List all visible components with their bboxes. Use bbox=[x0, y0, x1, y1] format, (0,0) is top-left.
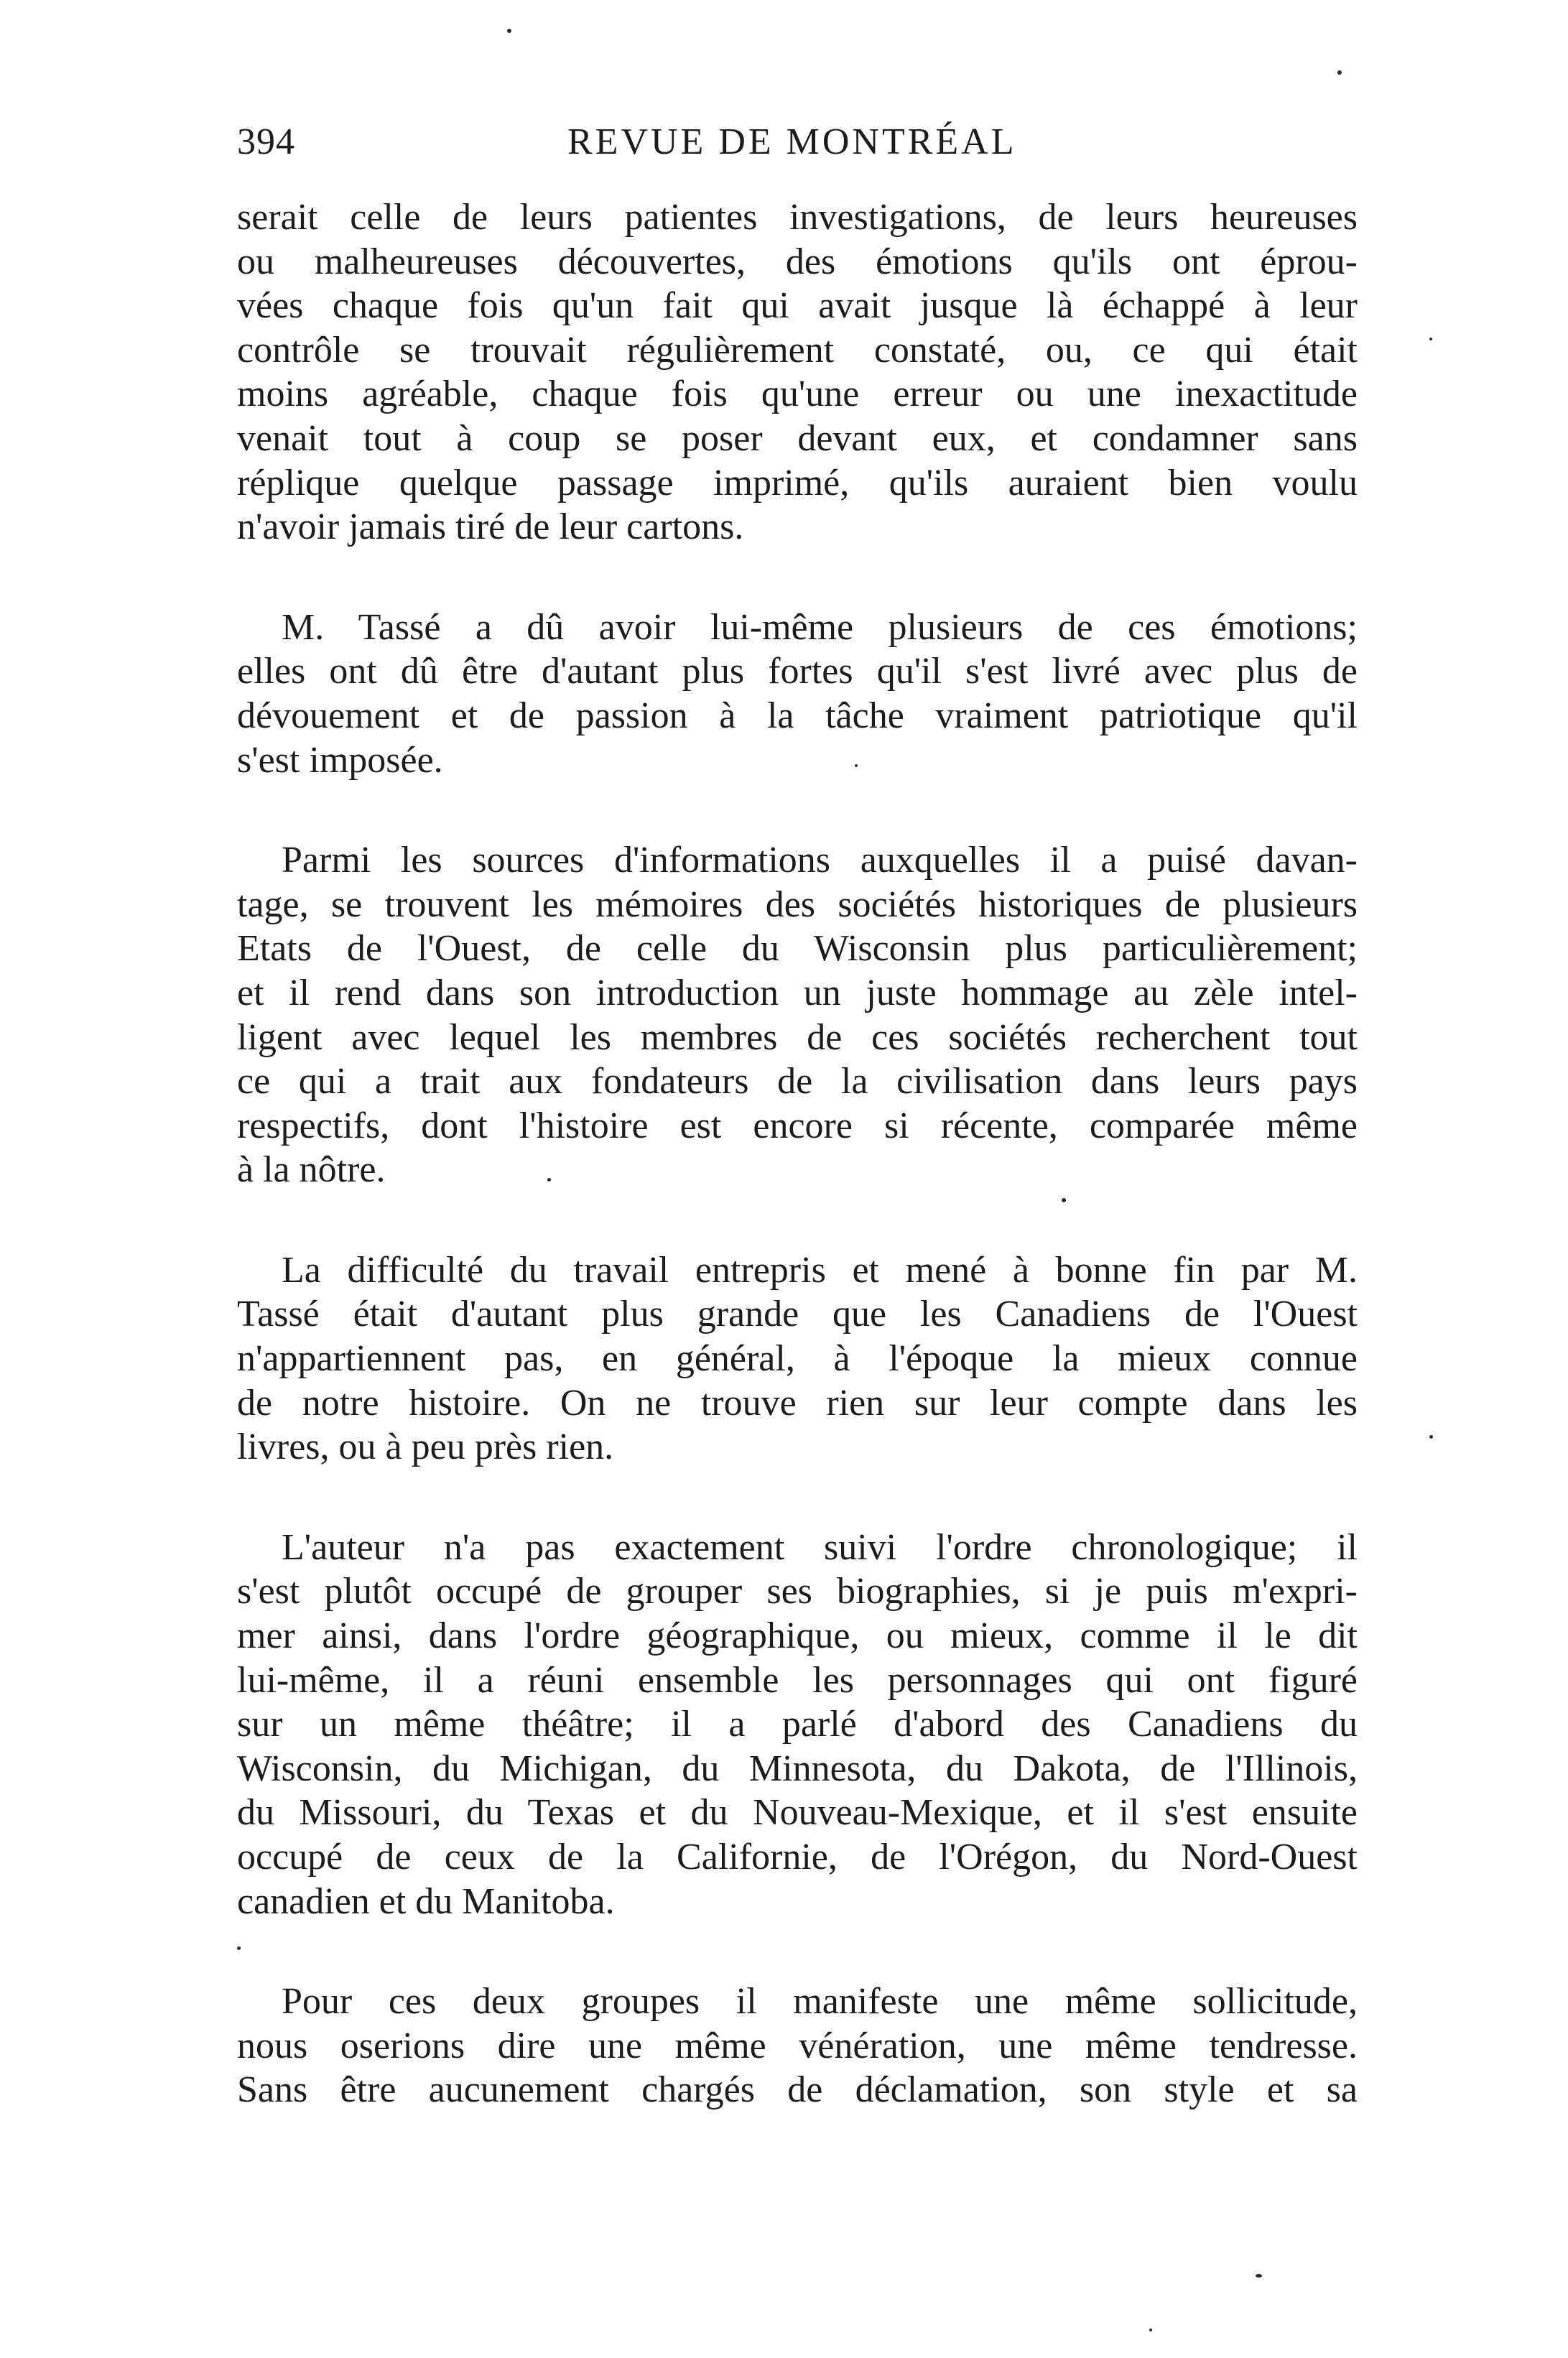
text-line: lui-même, il a réuni ensemble les personnages qui ont figuré bbox=[237, 1659, 1358, 1701]
text-line: tage, se trouvent les mémoires des sociétés historiques de plusieurs bbox=[237, 883, 1358, 925]
text-line: ce qui a trait aux fondateurs de la civilisation dans leurs pays bbox=[237, 1061, 1358, 1103]
text-line: dévouement et de passion à la tâche vraiment patriotique qu'il bbox=[237, 695, 1358, 736]
text-line: contrôle se trouvait régulièrement constaté, ou, ce qui était bbox=[237, 329, 1358, 371]
paragraph bbox=[237, 1248, 1358, 1470]
scan-speck bbox=[1429, 1435, 1433, 1439]
paragraph-gap bbox=[237, 782, 1358, 838]
paragraph bbox=[237, 195, 1358, 549]
paragraph bbox=[237, 605, 1358, 782]
paragraph-gap bbox=[237, 1470, 1358, 1526]
scan-speck bbox=[237, 1946, 241, 1950]
text-line: réplique quelque passage imprimé, qu'ils auraient bien voulu bbox=[237, 462, 1358, 503]
text-line: nous oserions dire une même vénération, une même tendresse. bbox=[237, 2025, 1358, 2066]
text-line: ou malheureuses découvertes, des émotions qu'ils ont éprou- bbox=[237, 241, 1358, 282]
text-line: canadien et du Manitoba. bbox=[237, 1880, 615, 1922]
scan-speck bbox=[547, 1178, 551, 1182]
scan-speck bbox=[1062, 1198, 1066, 1202]
text-line: du Missouri, du Texas et du Nouveau-Mexique, et il s'est ensuite bbox=[237, 1792, 1358, 1834]
text-line: occupé de ceux de la Californie, de l'Orégon, du Nord-Ouest bbox=[237, 1837, 1358, 1877]
text-line: ligent avec lequel les membres de ces sociétés recherchent tout bbox=[237, 1016, 1358, 1058]
text-line: sur un même théâtre; il a parlé d'abord des Canadiens du bbox=[237, 1704, 1358, 1745]
text-line: elles ont dû être d'autant plus fortes qu'il s'est livré avec plus de bbox=[237, 651, 1358, 692]
text-line: Etats de l'Ouest, de celle du Wisconsin plus particulièrement; bbox=[237, 928, 1358, 970]
text-line: s'est imposée. bbox=[237, 739, 443, 781]
text-line: respectifs, dont l'histoire est encore si récente, comparée même bbox=[237, 1105, 1358, 1146]
text-line: La difficulté du travail entrepris et mené à bonne fin par M. bbox=[282, 1249, 1358, 1291]
paragraph bbox=[237, 838, 1358, 1192]
text-line: serait celle de leurs patientes investigations, de leurs heureuses bbox=[237, 197, 1358, 238]
scan-speck bbox=[855, 764, 858, 767]
text-line: vées chaque fois qu'un fait qui avait jusque là échappé à leur bbox=[237, 285, 1358, 327]
text-line: moins agréable, chaque fois qu'une erreur ou une inexactitude bbox=[237, 373, 1358, 415]
paragraph-gap bbox=[237, 1923, 1358, 1979]
body-text bbox=[237, 195, 1358, 2112]
scan-speck bbox=[1337, 70, 1342, 75]
text-line: s'est plutôt occupé de grouper ses biographies, si je puis m'expri- bbox=[237, 1571, 1358, 1612]
text-line: livres, ou à peu près rien. bbox=[237, 1426, 614, 1468]
page-number: 394 bbox=[237, 121, 295, 162]
text-line: n'avoir jamais tiré de leur cartons. bbox=[237, 506, 744, 548]
text-line: à la nôtre. bbox=[237, 1149, 386, 1191]
text-line: M. Tassé a dû avoir lui-même plusieurs de ces émotions; bbox=[282, 606, 1358, 648]
scan-speck bbox=[1149, 2329, 1152, 2331]
paragraph-gap bbox=[237, 1192, 1358, 1248]
text-line: Parmi les sources d'informations auxquelles il a puisé davan- bbox=[282, 840, 1358, 881]
text-line: venait tout à coup se poser devant eux, et condamner sans bbox=[237, 417, 1358, 459]
text-line: de notre histoire. On ne trouve rien sur leur compte dans les bbox=[237, 1382, 1358, 1424]
paragraph bbox=[237, 1979, 1358, 2112]
text-line: Pour ces deux groupes il manifeste une même sollicitude, bbox=[282, 1981, 1358, 2023]
paragraph-gap bbox=[237, 549, 1358, 605]
scan-speck bbox=[1429, 338, 1432, 340]
scan-speck bbox=[507, 29, 511, 33]
text-line: Wisconsin, du Michigan, du Minnesota, du Dakota, de l'Illinois, bbox=[237, 1747, 1358, 1789]
scan-speck bbox=[1256, 2274, 1262, 2278]
text-line: mer ainsi, dans l'ordre géographique, ou mieux, comme il le dit bbox=[237, 1615, 1358, 1657]
page-header bbox=[237, 121, 1372, 178]
text-line: Sans être aucunement chargés de déclamation, son style et sa bbox=[237, 2069, 1358, 2111]
text-line: Tassé était d'autant plus grande que les Canadiens de l'Ouest bbox=[237, 1294, 1358, 1335]
text-line: n'appartiennent pas, en général, à l'époque la mieux connue bbox=[237, 1338, 1358, 1380]
running-title: REVUE DE MONTRÉAL bbox=[567, 121, 1017, 162]
paragraph bbox=[237, 1526, 1358, 1923]
text-line: et il rend dans son introduction un juste hommage au zèle intel- bbox=[237, 972, 1358, 1013]
text-line: L'auteur n'a pas exactement suivi l'ordre chronologique; il bbox=[282, 1526, 1358, 1568]
